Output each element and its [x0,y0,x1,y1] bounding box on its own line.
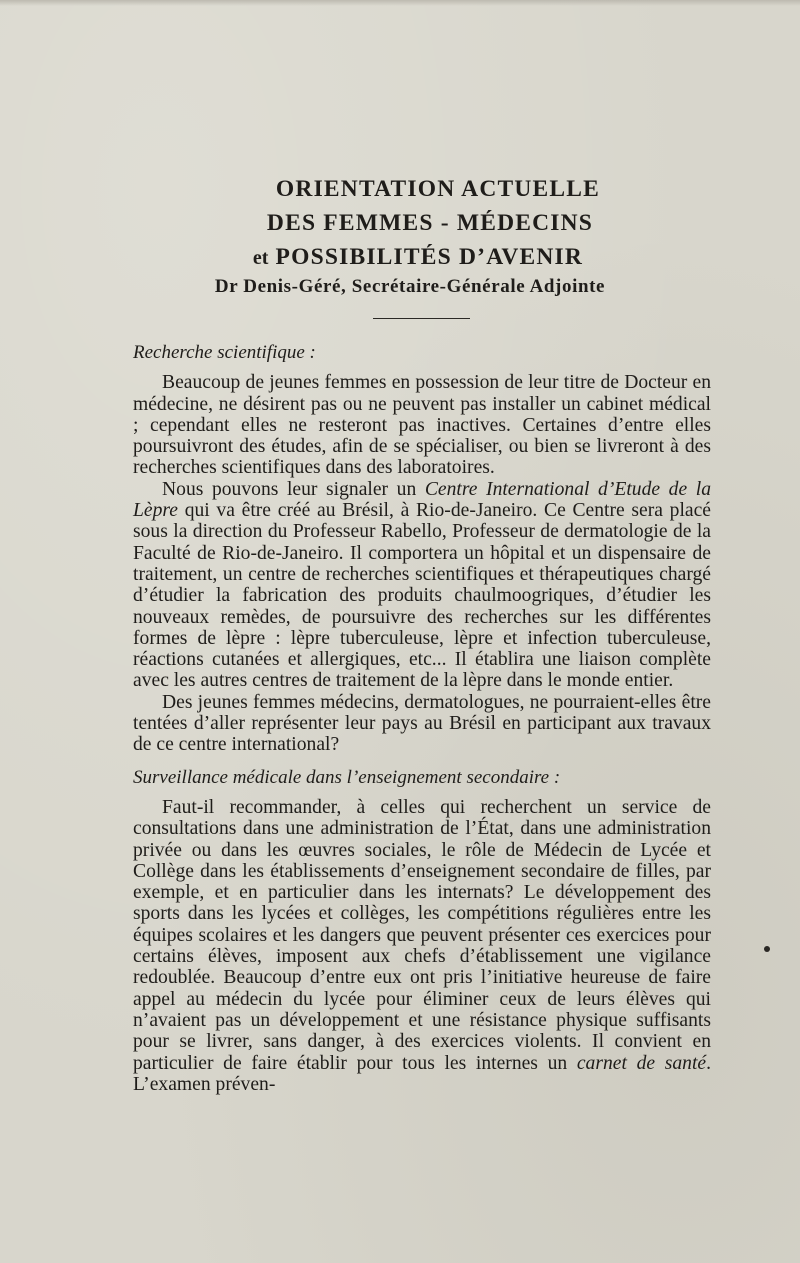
ink-speck [764,946,770,952]
title-line-3-prefix: et [252,247,269,269]
paragraph: Des jeunes femmes médecins, dermatologues, ne pourraient-elles être tentées d’aller représenter leur pays au Brésil en participant aux travaux de ce centre international? [133,691,711,756]
page-top-edge [0,0,800,6]
carnet-italic: carnet de santé [576,1052,707,1074]
title-line-2: DES FEMMES - MÉDECINS [266,210,594,236]
article-title [120,172,700,275]
paragraph-text: qui va être créé au Brésil, à Rio-de-Janeiro. Ce Centre sera placé sous la direction du Professeur Rabello, Professeur de dermatologie de la Faculté de Rio-de-Janeiro. Il comportera un hôpital et un dispensaire de traitement, un centre de recherches scientifiques et thérapeutiques chargé d’étudier la fabrication des produits chaulmoogriques, d’étudier les nouveaux remèdes, de poursuivre des recherches sur les différentes formes de lèpre : lèpre tuberculeuse, lèpre et infection tuberculeuse, réactions cutanées et allergiques, etc... Il établira une liaison complète avec les autres centres de traitement de la lèpre dans le monde entier. [133,500,711,692]
paragraph [133,797,711,1095]
paragraph [133,479,711,692]
author-byline: Dr Denis-Géré, Secrétaire-Générale Adjointe [214,276,606,297]
title-line-3-rest: POSSIBILITÉS D’AVENIR [275,244,584,270]
paragraph: Beaucoup de jeunes femmes en possession de leur titre de Docteur en médecine, ne désirent pas ou ne peuvent pas installer un cabinet médical ; cependant elles ne resteront pas inactives. Certaines d’entre elles poursuivront des études, afin de se spécialiser, ou bien se livreront à des recherches scientifiques dans des laboratoires. [133,372,711,479]
title-line-1: ORIENTATION ACTUELLE [275,176,601,202]
section-heading-surveillance: Surveillance médicale dans l’enseignement secondaire : [133,766,561,788]
paragraph-text: . L’examen préven- [133,1052,711,1095]
section-heading-research: Recherche scientifique : [133,342,316,363]
paragraph-text: Nous pouvons leur signaler un [162,478,425,500]
paragraph-text: Faut-il recommander, à celles qui recherchent un service de consultations dans une administration de l’État, dans une administration privée ou dans les œuvres sociales, le rôle de Médecin de Lycée et Collège dans les établissements d’enseignement secondaire de filles, par exemple, et en particulier dans les internats? Le développement des sports dans les lycées et collèges, les compétitions régulières entre les équipes scolaires et les dangers que peuvent présenter ces exercices pour certains élèves, imposent aux chefs d’établissement une vigilance redoublée. Beaucoup d’entre eux ont pris l’initiative heureuse de faire appel au médecin du lycée pour éliminer ceux de leurs élèves qui n’avaient pas un développement et une résistance physique suffisants pour se livrer, sans danger, à des exercices violents. Il convient en particulier de faire établir pour tous les internes un [133,796,711,1074]
article-body [133,342,711,1095]
title-line-3 [120,240,700,275]
title-divider [373,318,470,319]
section-gap [133,756,711,767]
centre-name-italic: Centre International d’Etude de la Lèpre [133,478,711,522]
